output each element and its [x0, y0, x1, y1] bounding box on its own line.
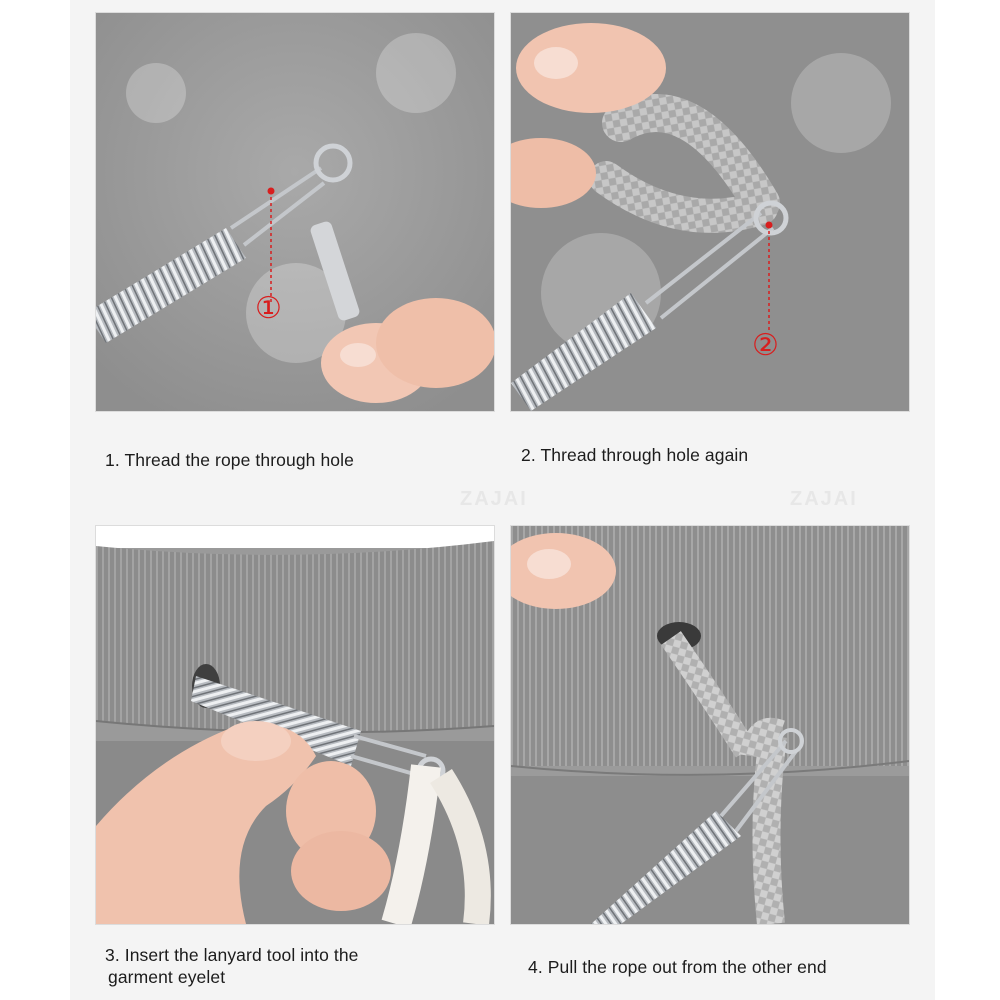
- watermark: ZAJAI: [460, 488, 528, 510]
- step-3-caption-line1: 3. Insert the lanyard tool into the: [105, 945, 359, 965]
- marker-2: ②: [752, 329, 779, 362]
- step-3-photo: [95, 525, 495, 925]
- step-3-caption-line2: garment eyelet: [108, 967, 226, 987]
- step-2-caption: 2. Thread through hole again: [521, 445, 749, 465]
- step-4-caption: 4. Pull the rope out from the other end: [528, 957, 827, 977]
- step-3-caption: [105, 944, 435, 988]
- step-2-photo: [510, 12, 910, 412]
- step-1-photo: [95, 12, 495, 412]
- step-4-photo: [510, 525, 910, 925]
- watermark: ZAJAI: [790, 488, 858, 510]
- step-1-caption: 1. Thread the rope through hole: [105, 450, 354, 470]
